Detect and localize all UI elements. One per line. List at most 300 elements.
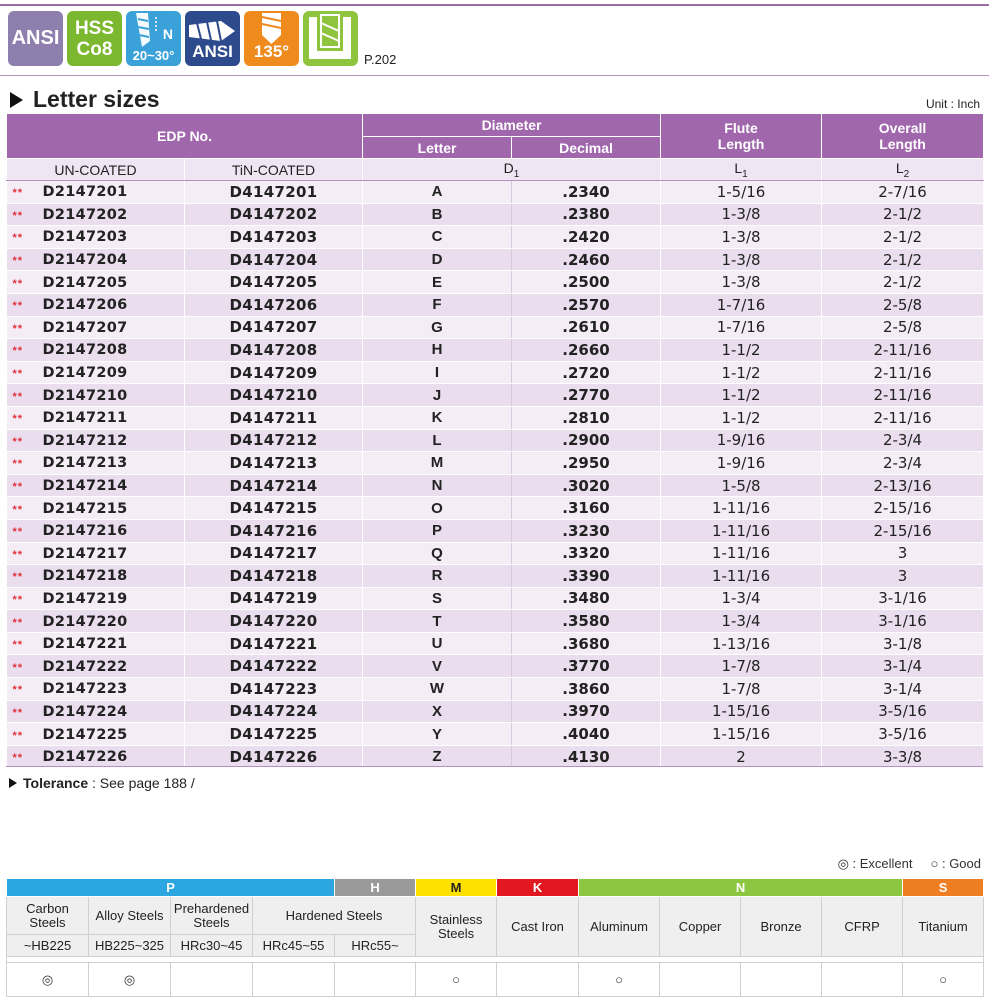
tin-coated-edp-cell: D4147226 xyxy=(185,745,363,768)
table-row xyxy=(7,565,984,588)
decimal-cell: .3320 xyxy=(512,542,661,565)
material-copper: Copper xyxy=(660,897,741,957)
uncoated-edp-text: D2147201 xyxy=(42,184,128,201)
tin-coated-header: TiN-COATED xyxy=(185,159,363,181)
material-titanium: Titanium xyxy=(903,897,984,957)
ansi-badge xyxy=(8,11,63,66)
table-bottom-rule xyxy=(6,766,983,767)
uncoated-edp-cell xyxy=(7,203,185,226)
stock-mark: ** xyxy=(12,706,24,719)
letter-cell: P xyxy=(363,519,512,542)
letter-cell: J xyxy=(363,384,512,407)
flute-length-cell: 1-1/2 xyxy=(661,339,822,362)
stainless-line1: Stainless xyxy=(429,911,483,927)
material-cfrp: CFRP xyxy=(822,897,903,957)
group-p-header: P xyxy=(7,879,335,897)
carbon-line1: Carbon xyxy=(26,900,69,916)
flute-length-cell: 1-3/8 xyxy=(661,248,822,271)
rating-cell: ○ xyxy=(903,963,984,997)
overall-length-cell: 3-3/8 xyxy=(822,745,984,768)
decimal-cell: .4130 xyxy=(512,745,661,768)
flute-length-text: Flute Length xyxy=(717,120,765,152)
stock-mark: ** xyxy=(12,322,24,335)
stock-mark: ** xyxy=(12,661,24,674)
decimal-cell: .3480 xyxy=(512,587,661,610)
hardness-alloy: HB225~325 xyxy=(89,935,171,957)
header-divider xyxy=(0,75,989,76)
feature-badges xyxy=(8,11,358,66)
table-row xyxy=(7,519,984,542)
uncoated-edp-cell xyxy=(7,678,185,701)
overall-length-cell: 3-5/16 xyxy=(822,700,984,723)
uncoated-edp-text: D2147226 xyxy=(42,749,128,766)
decimal-cell: .2460 xyxy=(512,248,661,271)
table-row xyxy=(7,293,984,316)
uncoated-edp-cell xyxy=(7,542,185,565)
helix-angle-badge xyxy=(126,11,181,66)
decimal-cell: .2810 xyxy=(512,406,661,429)
flute-length-cell: 1-3/8 xyxy=(661,203,822,226)
point-angle-label: 135° xyxy=(253,42,290,61)
prehardened-line2: Steels xyxy=(193,914,230,930)
uncoated-edp-text: D2147208 xyxy=(42,342,128,359)
letter-cell: T xyxy=(363,610,512,633)
letter-cell: U xyxy=(363,632,512,655)
flute-length-cell: 1-7/16 xyxy=(661,293,822,316)
letter-cell: F xyxy=(363,293,512,316)
decimal-cell: .2500 xyxy=(512,271,661,294)
l2-subscript: 2 xyxy=(903,168,910,180)
tin-coated-edp-cell: D4147203 xyxy=(185,226,363,249)
stock-mark: ** xyxy=(12,255,24,268)
triangle-bullet-icon xyxy=(10,92,23,108)
hss-co8-badge xyxy=(67,11,122,66)
page-reference: P.202 xyxy=(364,52,397,67)
flute-length-cell: 1-5/8 xyxy=(661,474,822,497)
stock-mark: ** xyxy=(12,345,24,358)
material-hardened-steels: Hardened Steels xyxy=(253,897,416,935)
overall-length-cell: 2-1/2 xyxy=(822,271,984,294)
top-rule xyxy=(0,4,989,6)
uncoated-edp-text: D2147210 xyxy=(42,387,128,404)
stock-mark: ** xyxy=(12,277,24,290)
hardness-prehardened: HRc30~45 xyxy=(171,935,253,957)
tin-coated-edp-cell: D4147215 xyxy=(185,497,363,520)
overall-length-cell: 2-15/16 xyxy=(822,497,984,520)
flat-bottom-hole-icon xyxy=(303,11,358,66)
tin-coated-edp-cell: D4147214 xyxy=(185,474,363,497)
flute-length-cell: 1-1/2 xyxy=(661,406,822,429)
material-aluminum: Aluminum xyxy=(579,897,660,957)
letter-cell: E xyxy=(363,271,512,294)
flute-length-cell: 1-7/8 xyxy=(661,655,822,678)
group-n-header: N xyxy=(579,879,903,897)
group-s-header: S xyxy=(903,879,984,897)
section-title xyxy=(10,86,160,113)
tin-coated-edp-cell: D4147205 xyxy=(185,271,363,294)
tin-coated-edp-cell: D4147210 xyxy=(185,384,363,407)
flute-length-cell: 1-15/16 xyxy=(661,723,822,746)
uncoated-edp-cell xyxy=(7,181,185,204)
l1-header xyxy=(661,159,822,181)
stock-mark: ** xyxy=(12,526,24,539)
rating-cell xyxy=(822,963,903,997)
uncoated-edp-text: D2147214 xyxy=(42,478,128,495)
flute-length-cell: 1-7/8 xyxy=(661,678,822,701)
uncoated-edp-text: D2147217 xyxy=(42,545,128,562)
rating-cell xyxy=(253,963,335,997)
overall-length-cell: 2-15/16 xyxy=(822,519,984,542)
uncoated-edp-text: D2147204 xyxy=(42,252,128,269)
flat-bottom-badge xyxy=(303,11,358,66)
hardness-carbon: ~HB225 xyxy=(7,935,89,957)
stock-mark: ** xyxy=(12,187,24,200)
overall-length-cell: 3-1/16 xyxy=(822,610,984,633)
l2-header xyxy=(822,159,984,181)
stock-mark: ** xyxy=(12,209,24,222)
stock-mark: ** xyxy=(12,752,24,765)
flute-length-cell: 1-15/16 xyxy=(661,700,822,723)
decimal-cell: .2720 xyxy=(512,361,661,384)
point-angle-badge xyxy=(244,11,299,66)
tolerance-note xyxy=(9,775,195,791)
tin-coated-edp-cell: D4147204 xyxy=(185,248,363,271)
stock-mark: ** xyxy=(12,616,24,629)
uncoated-edp-cell xyxy=(7,587,185,610)
section-title-text: Letter sizes xyxy=(33,86,160,112)
decimal-cell: .2420 xyxy=(512,226,661,249)
tin-coated-edp-cell: D4147223 xyxy=(185,678,363,701)
letter-header: Letter xyxy=(363,137,512,159)
letter-cell: Y xyxy=(363,723,512,746)
ansi-badge-label: ANSI xyxy=(11,27,60,49)
decimal-cell: .3390 xyxy=(512,565,661,588)
uncoated-edp-text: D2147216 xyxy=(42,523,128,540)
decimal-cell: .4040 xyxy=(512,723,661,746)
uncoated-edp-cell xyxy=(7,610,185,633)
tin-coated-edp-cell: D4147220 xyxy=(185,610,363,633)
tin-coated-edp-cell: D4147213 xyxy=(185,452,363,475)
decimal-cell: .3970 xyxy=(512,700,661,723)
diameter-header: Diameter xyxy=(363,114,661,137)
flute-length-cell: 1-3/8 xyxy=(661,226,822,249)
unit-label: Unit : Inch xyxy=(925,97,980,111)
stock-mark: ** xyxy=(12,503,24,516)
overall-length-cell: 2-1/2 xyxy=(822,203,984,226)
flute-length-cell: 1-3/4 xyxy=(661,610,822,633)
uncoated-edp-text: D2147218 xyxy=(42,568,128,585)
material-carbon-steels xyxy=(7,897,89,935)
uncoated-edp-cell xyxy=(7,429,185,452)
tin-coated-edp-cell: D4147212 xyxy=(185,429,363,452)
flute-length-cell: 1-11/16 xyxy=(661,542,822,565)
stock-mark: ** xyxy=(12,571,24,584)
decimal-cell: .2770 xyxy=(512,384,661,407)
overall-length-cell: 2-11/16 xyxy=(822,339,984,362)
ansi-drill-badge xyxy=(185,11,240,66)
decimal-cell: .2380 xyxy=(512,203,661,226)
overall-length-cell: 3 xyxy=(822,542,984,565)
material-suitability-table xyxy=(6,878,984,997)
overall-length-cell: 3-1/4 xyxy=(822,655,984,678)
uncoated-edp-cell xyxy=(7,271,185,294)
hardness-hardened-high: HRc55~ xyxy=(335,935,416,957)
decimal-cell: .2340 xyxy=(512,181,661,204)
uncoated-edp-cell xyxy=(7,226,185,249)
ansi-drill-label: ANSI xyxy=(192,42,233,61)
flute-length-cell: 1-3/4 xyxy=(661,587,822,610)
overall-length-cell: 2-5/8 xyxy=(822,316,984,339)
uncoated-edp-text: D2147224 xyxy=(42,703,128,720)
decimal-cell: .3580 xyxy=(512,610,661,633)
uncoated-edp-text: D2147212 xyxy=(42,432,128,449)
table-row xyxy=(7,316,984,339)
material-prehardened-steels xyxy=(171,897,253,935)
decimal-cell: .2900 xyxy=(512,429,661,452)
uncoated-edp-cell xyxy=(7,655,185,678)
stock-mark: ** xyxy=(12,300,24,313)
stock-mark: ** xyxy=(12,458,24,471)
uncoated-edp-text: D2147225 xyxy=(42,726,128,743)
table-row xyxy=(7,181,984,204)
stainless-line2: Steels xyxy=(437,925,475,941)
overall-length-cell: 3 xyxy=(822,565,984,588)
prehardened-line1: Prehardened xyxy=(173,900,250,916)
group-m-header: M xyxy=(416,879,497,897)
tin-coated-edp-cell: D4147207 xyxy=(185,316,363,339)
overall-length-cell: 3-1/8 xyxy=(822,632,984,655)
uncoated-edp-cell xyxy=(7,497,185,520)
letter-cell: B xyxy=(363,203,512,226)
rating-cell xyxy=(171,963,253,997)
tin-coated-edp-cell: D4147218 xyxy=(185,565,363,588)
tin-coated-edp-cell: D4147216 xyxy=(185,519,363,542)
stock-mark: ** xyxy=(12,413,24,426)
tin-coated-edp-cell: D4147201 xyxy=(185,181,363,204)
decimal-cell: .3020 xyxy=(512,474,661,497)
uncoated-edp-text: D2147209 xyxy=(42,365,128,382)
d1-symbol: D xyxy=(503,159,514,176)
table-row xyxy=(7,745,984,768)
flute-length-cell: 1-11/16 xyxy=(661,519,822,542)
material-stainless-steels xyxy=(416,897,497,957)
table-row xyxy=(7,248,984,271)
uncoated-edp-cell xyxy=(7,384,185,407)
letter-cell: D xyxy=(363,248,512,271)
letter-cell: C xyxy=(363,226,512,249)
flute-length-cell: 1-9/16 xyxy=(661,429,822,452)
flute-length-cell: 1-13/16 xyxy=(661,632,822,655)
d1-header xyxy=(363,159,661,181)
stock-mark: ** xyxy=(12,684,24,697)
tin-coated-edp-cell: D4147209 xyxy=(185,361,363,384)
stock-mark: ** xyxy=(12,390,24,403)
overall-length-cell: 2-13/16 xyxy=(822,474,984,497)
table-row xyxy=(7,474,984,497)
overall-length-cell: 2-7/16 xyxy=(822,181,984,204)
uncoated-edp-text: D2147220 xyxy=(42,613,128,630)
letter-cell: N xyxy=(363,474,512,497)
letter-cell: W xyxy=(363,678,512,701)
table-row xyxy=(7,226,984,249)
flute-length-header xyxy=(661,114,822,159)
rating-cell xyxy=(497,963,579,997)
uncoated-edp-text: D2147206 xyxy=(42,297,128,314)
table-row xyxy=(7,542,984,565)
group-k-header: K xyxy=(497,879,579,897)
rating-cell: ○ xyxy=(416,963,497,997)
table-row xyxy=(7,632,984,655)
overall-length-cell: 3-1/4 xyxy=(822,678,984,701)
table-body xyxy=(7,181,984,768)
letter-cell: L xyxy=(363,429,512,452)
letter-cell: Z xyxy=(363,745,512,768)
table-row xyxy=(7,203,984,226)
table-row xyxy=(7,384,984,407)
legend-excellent: ◎ : Excellent xyxy=(837,856,913,871)
table-row xyxy=(7,678,984,701)
overall-length-cell: 2-1/2 xyxy=(822,226,984,249)
group-h-header: H xyxy=(335,879,416,897)
flute-length-cell: 1-9/16 xyxy=(661,452,822,475)
decimal-cell: .3680 xyxy=(512,632,661,655)
rating-cell: ◎ xyxy=(7,963,89,997)
letter-cell: H xyxy=(363,339,512,362)
tin-coated-edp-cell: D4147219 xyxy=(185,587,363,610)
tin-coated-edp-cell: D4147208 xyxy=(185,339,363,362)
uncoated-edp-text: D2147219 xyxy=(42,590,128,607)
letter-cell: X xyxy=(363,700,512,723)
overall-length-header xyxy=(822,114,984,159)
d1-subscript: 1 xyxy=(513,168,520,180)
l1-symbol: L xyxy=(734,159,743,176)
uncoated-edp-text: D2147215 xyxy=(42,500,128,517)
uncoated-edp-cell xyxy=(7,339,185,362)
l1-subscript: 1 xyxy=(742,168,748,180)
letter-cell: O xyxy=(363,497,512,520)
stock-mark: ** xyxy=(12,593,24,606)
uncoated-edp-text: D2147211 xyxy=(42,410,128,427)
table-row xyxy=(7,497,984,520)
tin-coated-edp-cell: D4147225 xyxy=(185,723,363,746)
material-cast-iron: Cast Iron xyxy=(497,897,579,957)
table-row xyxy=(7,723,984,746)
overall-length-cell: 2-1/2 xyxy=(822,248,984,271)
uncoated-edp-text: D2147223 xyxy=(42,681,128,698)
flute-length-cell: 1-11/16 xyxy=(661,565,822,588)
flute-length-cell: 1-11/16 xyxy=(661,497,822,520)
table-row xyxy=(7,452,984,475)
carbon-line2: Steels xyxy=(29,914,66,930)
tin-coated-edp-cell: D4147221 xyxy=(185,632,363,655)
decimal-cell: .3770 xyxy=(512,655,661,678)
stock-mark: ** xyxy=(12,729,24,742)
uncoated-edp-cell xyxy=(7,519,185,542)
overall-length-cell: 2-11/16 xyxy=(822,384,984,407)
overall-length-cell: 2-5/8 xyxy=(822,293,984,316)
uncoated-edp-cell xyxy=(7,474,185,497)
table-row xyxy=(7,700,984,723)
letter-cell: K xyxy=(363,406,512,429)
uncoated-edp-cell xyxy=(7,565,185,588)
table-row xyxy=(7,361,984,384)
hss-label: HSS xyxy=(74,17,115,39)
flute-length-cell: 1-1/2 xyxy=(661,361,822,384)
decimal-cell: .2570 xyxy=(512,293,661,316)
tolerance-text xyxy=(23,775,195,791)
uncoated-edp-cell xyxy=(7,293,185,316)
uncoated-edp-cell xyxy=(7,452,185,475)
uncoated-edp-cell xyxy=(7,723,185,746)
decimal-cell: .3230 xyxy=(512,519,661,542)
rating-cell xyxy=(741,963,822,997)
material-alloy-steels: Alloy Steels xyxy=(89,897,171,935)
uncoated-edp-text: D2147221 xyxy=(42,636,128,653)
table-row xyxy=(7,587,984,610)
legend-good: ○ : Good xyxy=(930,856,981,871)
helix-letter: N xyxy=(162,26,173,42)
uncoated-edp-cell xyxy=(7,632,185,655)
rating-cell xyxy=(660,963,741,997)
letter-sizes-table xyxy=(6,113,984,768)
uncoated-edp-cell xyxy=(7,316,185,339)
rating-cell: ○ xyxy=(579,963,660,997)
stock-mark: ** xyxy=(12,232,24,245)
tin-coated-edp-cell: D4147202 xyxy=(185,203,363,226)
decimal-header: Decimal xyxy=(512,137,661,159)
stock-mark: ** xyxy=(12,639,24,652)
uncoated-edp-cell xyxy=(7,700,185,723)
uncoated-edp-text: D2147202 xyxy=(42,206,128,223)
overall-length-cell: 3-1/16 xyxy=(822,587,984,610)
letter-cell: S xyxy=(363,587,512,610)
uncoated-header: UN-COATED xyxy=(7,159,185,181)
uncoated-edp-cell xyxy=(7,745,185,768)
table-row xyxy=(7,610,984,633)
rating-cell xyxy=(335,963,416,997)
triangle-bullet-icon xyxy=(9,778,17,788)
edp-header: EDP No. xyxy=(7,114,363,159)
stock-mark: ** xyxy=(12,548,24,561)
tin-coated-edp-cell: D4147206 xyxy=(185,293,363,316)
decimal-cell: .3860 xyxy=(512,678,661,701)
letter-cell: Q xyxy=(363,542,512,565)
hardness-hardened-low: HRc45~55 xyxy=(253,935,335,957)
decimal-cell: .2950 xyxy=(512,452,661,475)
flute-length-cell: 2 xyxy=(661,745,822,768)
table-row xyxy=(7,429,984,452)
flute-length-cell: 1-7/16 xyxy=(661,316,822,339)
uncoated-edp-text: D2147205 xyxy=(42,274,128,291)
decimal-cell: .2660 xyxy=(512,339,661,362)
flute-length-cell: 1-3/8 xyxy=(661,271,822,294)
stock-mark: ** xyxy=(12,435,24,448)
letter-cell: V xyxy=(363,655,512,678)
tolerance-label: Tolerance xyxy=(23,775,89,791)
co8-label: Co8 xyxy=(76,38,113,60)
uncoated-edp-text: D2147222 xyxy=(42,658,128,675)
overall-length-text: Overall Length xyxy=(878,120,927,152)
tin-coated-edp-cell: D4147224 xyxy=(185,700,363,723)
flute-length-cell: 1-1/2 xyxy=(661,384,822,407)
table-row xyxy=(7,655,984,678)
uncoated-edp-cell xyxy=(7,361,185,384)
rating-row xyxy=(7,963,984,997)
rating-legend xyxy=(838,856,981,872)
stock-mark: ** xyxy=(12,368,24,381)
overall-length-cell: 2-11/16 xyxy=(822,406,984,429)
letter-cell: I xyxy=(363,361,512,384)
